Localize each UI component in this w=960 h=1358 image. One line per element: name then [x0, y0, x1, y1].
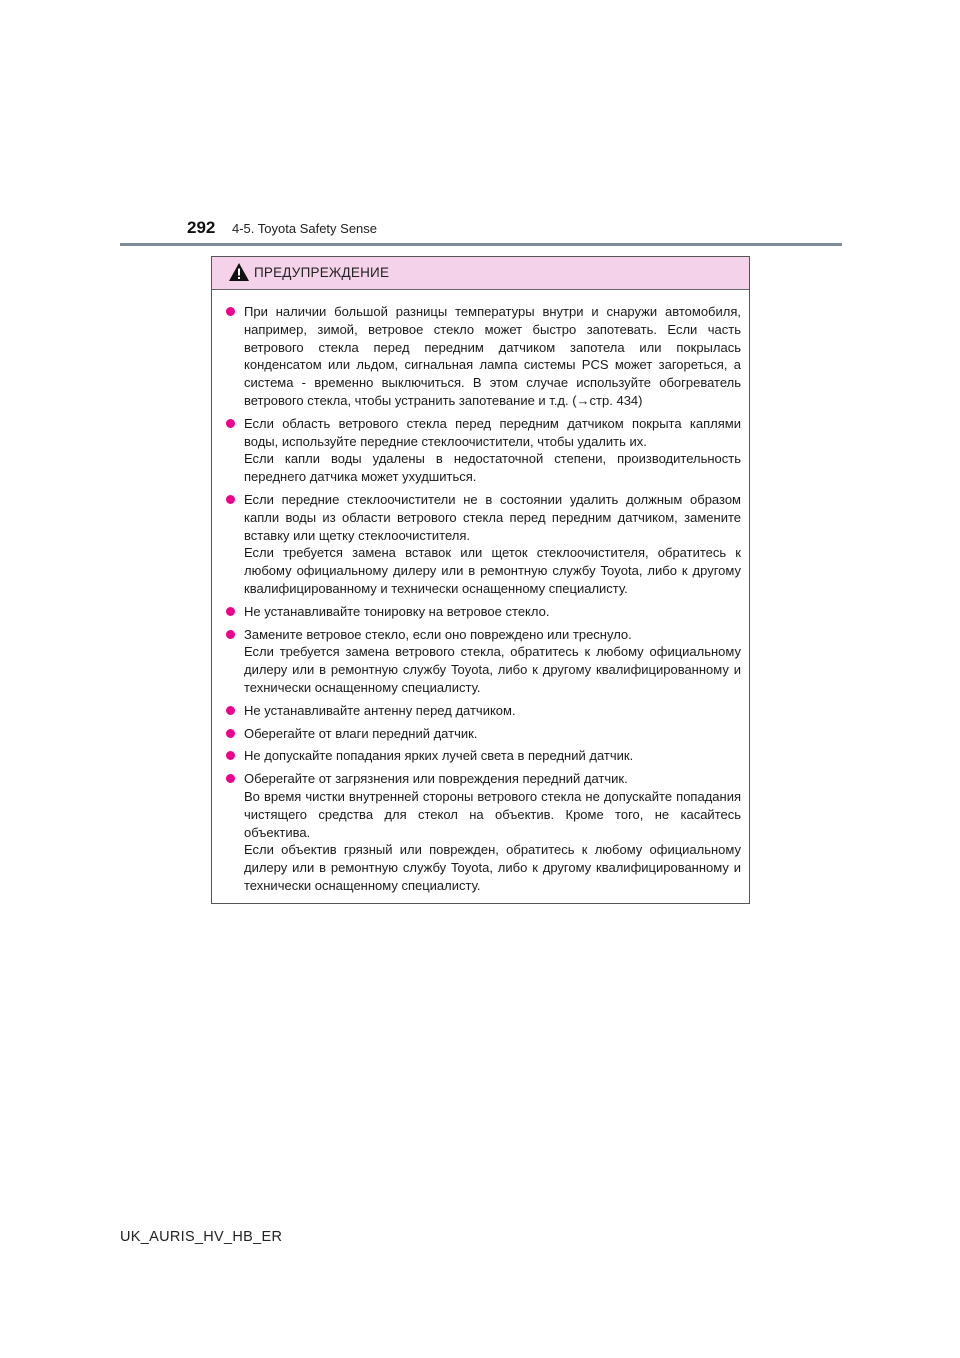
document-code: UK_AURIS_HV_HB_ER	[120, 1229, 283, 1245]
bullet-icon	[226, 706, 235, 715]
bullet-icon	[226, 729, 235, 738]
warning-paragraph: Замените ветровое стекло, если оно повреждено или треснуло.	[244, 626, 632, 642]
warning-paragraph: Если требуется замена ветрового стекла, обратитесь к любому официальному дилеру или в ремонтную службу Toyota, либо к другому квалифицированному и технически оснащенному специалисту.	[244, 644, 741, 695]
section-title: 4-5. Toyota Safety Sense	[232, 221, 378, 236]
warning-paragraph: Во время чистки внутренней стороны ветрового стекла не допускайте попадания чистящего средства для стекол на объектив. Кроме того, не касайтесь объектива.	[244, 788, 741, 840]
warning-item	[225, 303, 741, 410]
bullet-icon	[226, 630, 235, 639]
warning-paragraph: Оберегайте от загрязнения или повреждения передний датчик.	[244, 771, 628, 787]
header-rule	[120, 243, 842, 246]
warning-paragraph: При наличии большой разницы температуры внутри и снаружи автомобиля, например, зимой, ветровое стекло может быстро запотевать. Если часть ветрового стекла перед передним датчиком запотела или покрылась конденсатом или льдом, сигнальная лампа системы PCS может загореться, а система - временно выключиться. В этом случае используйте обогреватель ветрового стекла, чтобы устранить запотевание и т.д. (→стр. 434)	[244, 304, 741, 408]
page-number: 292	[187, 218, 216, 237]
bullet-icon	[226, 307, 235, 316]
warning-item	[225, 415, 741, 486]
warning-paragraph: Если требуется замена вставок или щеток стеклоочистителя, обратитесь к любому официальному дилеру или в ремонтную службу Toyota, либо к другому квалифицированному и технически оснащенному специалисту.	[244, 545, 741, 596]
warning-box	[211, 256, 750, 904]
warning-title: ПРЕДУПРЕЖДЕНИЕ	[254, 265, 390, 280]
warning-item	[225, 702, 741, 720]
warning-header	[212, 257, 749, 290]
bullet-icon	[226, 751, 235, 760]
warning-paragraph: Если объектив грязный или поврежден, обратитесь к любому официальному дилеру или в ремонтную службу Toyota, либо к другому квалифицированному и технически оснащенному специалисту.	[244, 842, 741, 893]
warning-paragraph: Не допускайте попадания ярких лучей света в передний датчик.	[244, 748, 634, 764]
warning-paragraph: Если капли воды удалены в недостаточной степени, производительность переднего датчика может ухудшиться.	[244, 451, 741, 485]
warning-item	[225, 770, 741, 895]
warning-paragraph: Если передние стеклоочистители не в состоянии удалить должным образом капли воды из области ветрового стекла перед передним датчиком, замените вставку или щетку стеклоочистителя.	[244, 491, 741, 543]
warning-item	[225, 747, 741, 765]
warning-paragraph: Не устанавливайте тонировку на ветровое стекло.	[244, 603, 550, 619]
bullet-icon	[226, 419, 235, 428]
warning-item	[225, 626, 741, 697]
warning-paragraph: Оберегайте от влаги передний датчик.	[244, 725, 478, 741]
bullet-icon	[226, 607, 235, 616]
warning-item	[225, 725, 741, 743]
bullet-icon	[226, 774, 235, 783]
warning-paragraph: Если область ветрового стекла перед передним датчиком покрыта каплями воды, используйте передние стеклоочистители, чтобы удалить их.	[244, 415, 741, 449]
warning-list	[212, 290, 749, 895]
warning-item	[225, 491, 741, 598]
bullet-icon	[226, 495, 235, 504]
warning-item	[225, 603, 741, 621]
warning-triangle-icon	[228, 262, 250, 282]
warning-paragraph: Не устанавливайте антенну перед датчиком.	[244, 702, 516, 718]
